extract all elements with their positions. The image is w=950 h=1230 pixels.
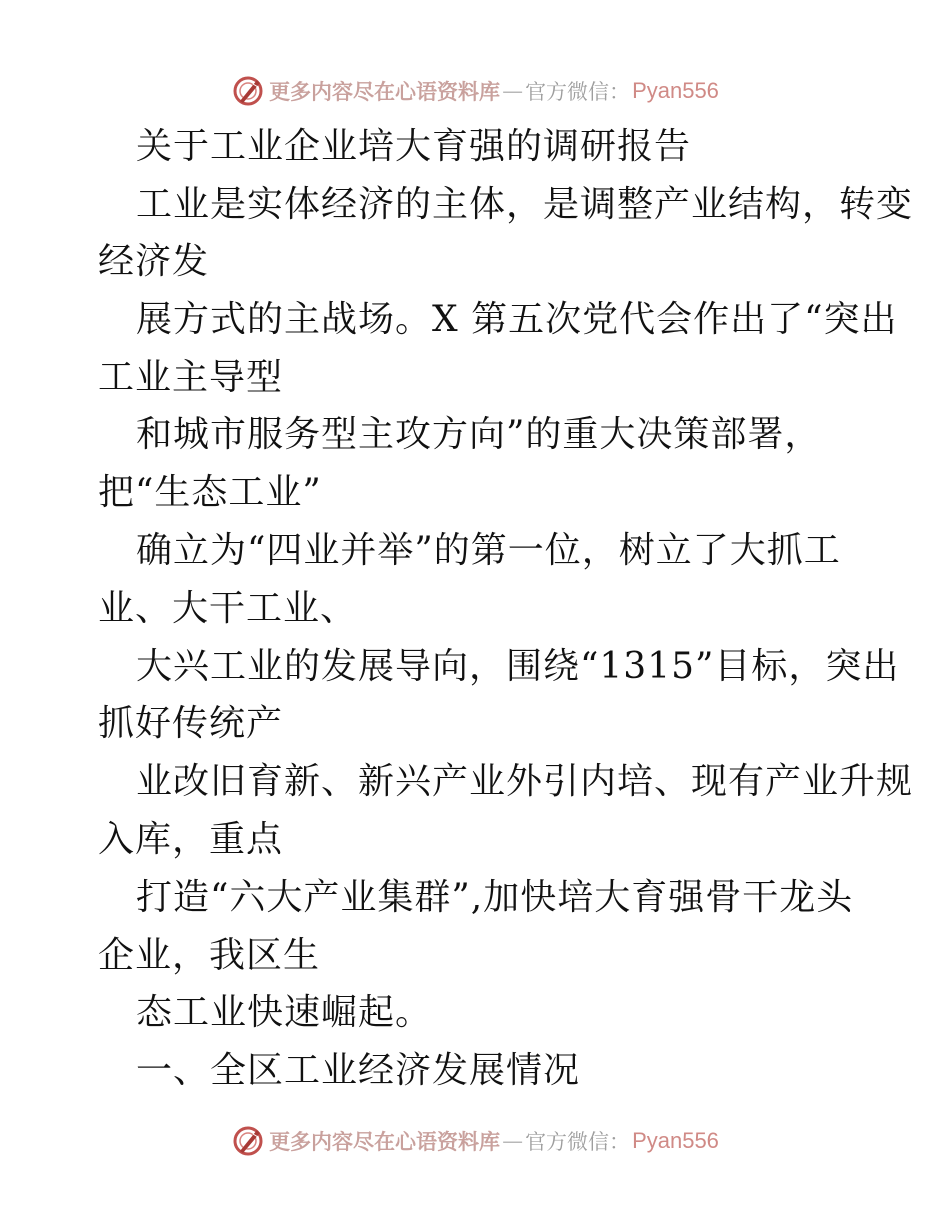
official-label: 官方微信： xyxy=(525,80,631,104)
footer-watermark xyxy=(0,1121,950,1161)
paragraph-line: 经济发 xyxy=(98,241,210,282)
paragraph-line: 业、大干工业、 xyxy=(98,588,358,629)
official-label: 官方微信： xyxy=(525,1130,631,1154)
paragraph-line: 大兴工业的发展导向，围绕“1315”目标，突出 xyxy=(136,646,900,687)
feather-pen-logo-icon xyxy=(231,74,265,108)
feather-pen-logo-icon xyxy=(231,1124,265,1158)
document-title: 关于工业企业培大育强的调研报告 xyxy=(136,126,692,167)
paragraph-line: 和城市服务型主攻方向”的重大决策部署， xyxy=(136,414,822,455)
paragraph-line: 把“生态工业” xyxy=(98,472,322,513)
paragraph-line: 工业主导型 xyxy=(98,357,284,398)
paragraph-line: 确立为“四业并举”的第一位，树立了大抓工 xyxy=(136,530,841,571)
section-heading: 一、全区工业经济发展情况 xyxy=(136,1050,581,1091)
paragraph-line: 企业，我区生 xyxy=(98,935,321,976)
paragraph-line: 抓好传统产 xyxy=(98,703,284,744)
promo-text: 更多内容尽在心语资料库 xyxy=(269,79,501,104)
paragraph-line: 工业是实体经济的主体，是调整产业结构，转变 xyxy=(136,184,914,225)
paragraph-line: 态工业快速崛起。 xyxy=(136,992,433,1033)
header-watermark xyxy=(0,71,950,111)
separator: — xyxy=(502,79,524,103)
paragraph-line: 入库，重点 xyxy=(98,819,284,860)
paragraph-line: 打造“六大产业集群”,加快培大育强骨干龙头 xyxy=(136,877,854,918)
paragraph-line: 展方式的主战场。X 第五次党代会作出了“突出 xyxy=(136,299,898,340)
promo-text: 更多内容尽在心语资料库 xyxy=(269,1129,501,1154)
separator: — xyxy=(502,1129,524,1153)
paragraph-line: 业改旧育新、新兴产业外引内培、现有产业升规 xyxy=(136,761,914,802)
wechat-id: Pyan556 xyxy=(632,1128,719,1153)
wechat-id: Pyan556 xyxy=(632,78,719,103)
